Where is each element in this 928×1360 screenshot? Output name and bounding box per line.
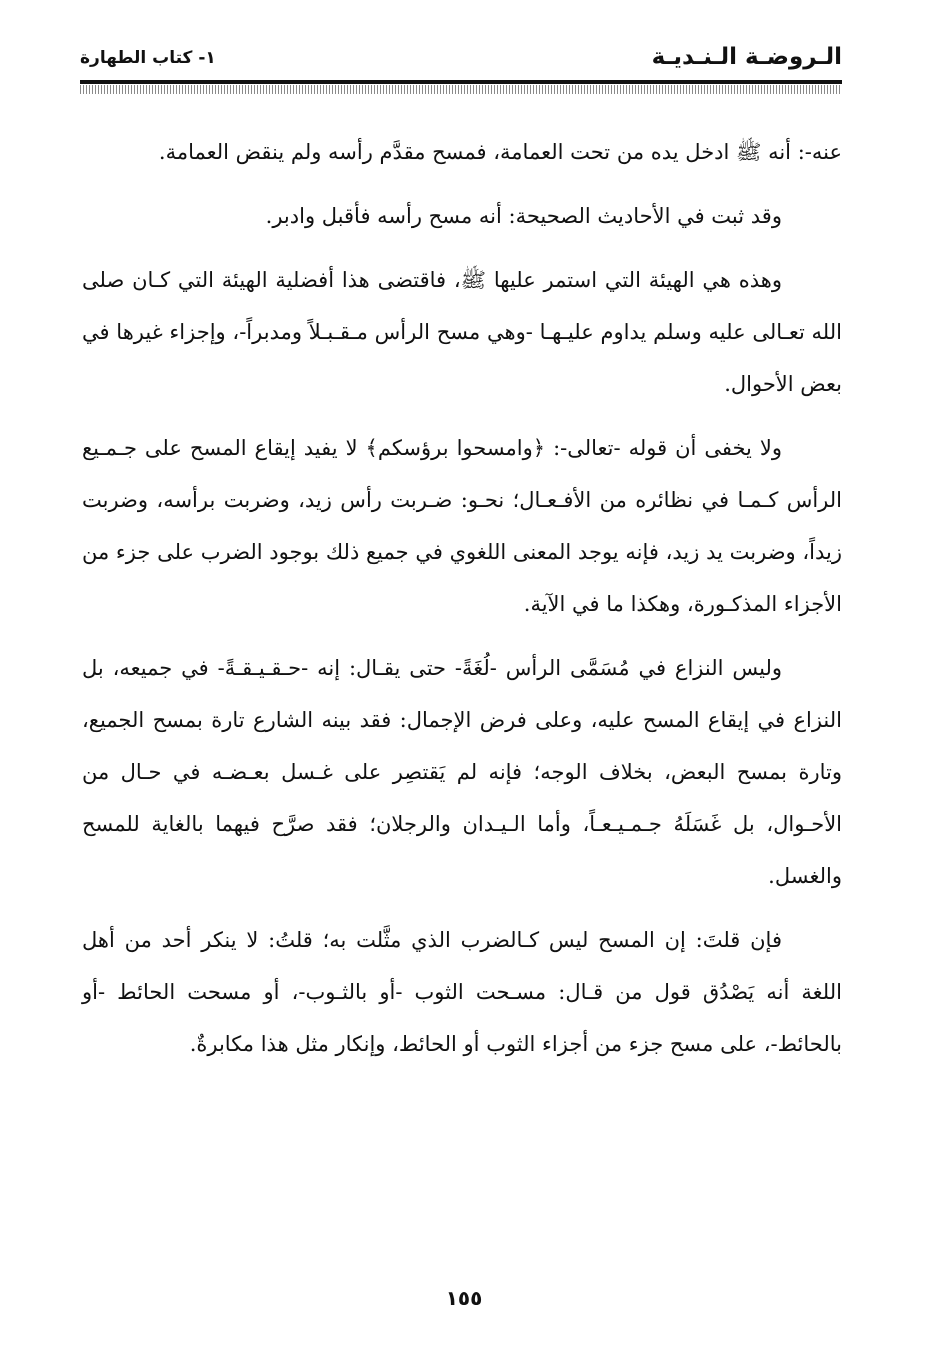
paragraph-5: وليس النزاع في مُسَمَّى الرأس -لُغَةً- حتى يقـال: إنه -حـقـيـقـةً- في جميعه، بل النزاع في إيقاع المسح عليه، وعلى فرض الإجمال: فقد بينه الشارع تارة بمسح الجميع، وتارة بمسح البعض، بخلاف الوجه؛ فإنه لم يَقتصِر على غـسل بعـضـه في حـال من الأحـوال، بل غَسَلَهُ جـمـيـعـاً، وأما الـيـدان والرجلان؛ فقد صرَّح فيهما بالغاية للمسح والغسل.	[82, 656, 842, 888]
paragraph-4: ولا يخفى أن قوله -تعالى-: ﴿وامسحوا برؤسكم﴾ لا يفيد إيقاع المسح على جـمـيع الرأس كـمـا في نظائره من الأفـعـال؛ نحـو: ضـربت رأس زيد، وضربت برأسه، وضربت زيداً، وضربت يد زيد، فإنه يوجد المعنى اللغوي في جميع ذلك بوجود الضرب على جزء من الأجزاء المذكـورة، وهكذا ما في الآية.	[82, 436, 842, 616]
paragraph-1: عنه-: أنه ﷺ ادخل يده من تحت العمامة، فمسح مقدَّم رأسه ولم ينقض العمامة.	[158, 140, 842, 164]
page-number: ١٥٥	[445, 1286, 483, 1310]
header-hatch-rule	[80, 85, 842, 94]
paragraph-2: وقد ثبت في الأحاديث الصحيحة: أنه مسح رأسه فأقبل وادبر.	[265, 204, 782, 228]
body-text	[82, 126, 842, 1082]
running-header	[80, 40, 842, 74]
header-rule	[80, 80, 842, 84]
chapter-title: ١- كتاب الطهارة	[80, 48, 216, 68]
book-title: الـروضـة الـنـديـة	[651, 44, 842, 70]
paragraph-3: وهذه هي الهيئة التي استمر عليها ﷺ، فاقتضى هذا أفضلية الهيئة التي كـان صلى الله تعـالى عليه وسلم يداوم عليـهـا -وهي مسح الرأس مـقـبـلاً ومدبراً-، وإجزاء غيرها في بعض الأحوال.	[82, 268, 842, 396]
paragraph-6: فإن قلتَ: إن المسح ليس كـالضرب الذي مثَّلت به؛ قلتُ: لا ينكر أحد من أهل اللغة أنه يَصْدُق قول من قـال: مسـحت الثوب -أو بالثـوب-، أو مسحت الحائط -أو بالحائط-، على مسح جزء من أجزاء الثوب أو الحائط، وإنكار مثل هذا مكابرةٌ.	[82, 928, 842, 1056]
